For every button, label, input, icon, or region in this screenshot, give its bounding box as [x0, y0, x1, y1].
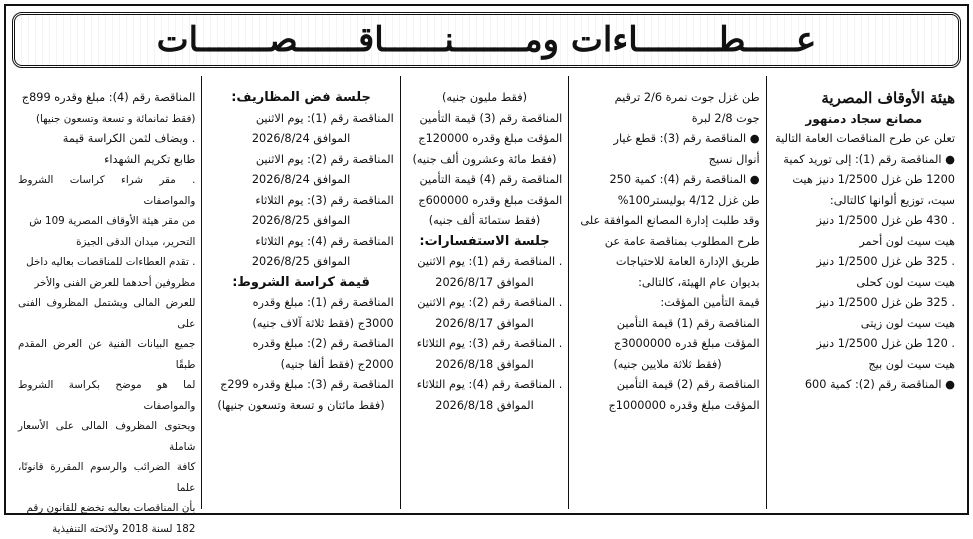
text-line: المناقصة رقم (1) قيمة التأمين: [575, 314, 759, 335]
section-heading: جلسة فض المظاريف:: [208, 88, 393, 109]
text-line: المناقصة رقم (2): يوم الاثنين: [208, 150, 393, 171]
text-line: سيت، توزيع ألوانها كالتالى:: [773, 191, 955, 212]
text-line: أنوال نسيج: [575, 150, 759, 171]
text-line: . 325 طن غزل 1/2500 دنيز: [773, 293, 955, 314]
text-line: 182 لسنة 2018 ولائحته التنفيذية: [18, 519, 195, 539]
text-line: التحرير، ميدان الدقى الجيزة: [18, 232, 195, 253]
text-line: تعلن عن طرح المناقصات العامة التالية: [773, 129, 955, 150]
text-line: . ويضاف لثمن الكراسة قيمة: [18, 129, 195, 150]
text-line: المناقصة رقم (4): مبلغ وقدره 899ج: [18, 88, 195, 109]
text-line: جوت 2/8 لبرة: [575, 109, 759, 130]
text-line: . المناقصة رقم (1): يوم الاثنين: [407, 252, 563, 273]
text-line: (فقط مائتان و تسعة وتسعون جنيها): [208, 396, 393, 417]
text-line: (فقط مائة وعشرون ألف جنيه): [407, 150, 563, 171]
text-line: (فقط ستمائة ألف جنيه): [407, 211, 563, 232]
text-line: قيمة التأمين المؤقت:: [575, 293, 759, 314]
text-line: المناقصة رقم (3): مبلغ وقدره 299ج: [208, 375, 393, 396]
text-line: بأن المناقصات بعاليه تخضع للقانون رقم: [18, 498, 195, 519]
text-line: . المناقصة رقم (2): يوم الاثنين: [407, 293, 563, 314]
text-line: الموافق 2026/8/25: [208, 252, 393, 273]
text-line: للعرض المالى ويشتمل المظروف الفنى على: [18, 293, 195, 334]
text-line: المناقصة رقم (1): مبلغ وقدره: [208, 293, 393, 314]
section-banner: [12, 12, 961, 68]
text-line: . مقر شراء كراسات الشروط والمواصفات: [18, 170, 195, 211]
text-line: المؤقت مبلغ وقدره 1000000ج: [575, 396, 759, 417]
column-4: [202, 76, 400, 509]
text-line: طرح المطلوب بمناقصة عامة عن: [575, 232, 759, 253]
text-line: هيت سيت لون بيج: [773, 355, 955, 376]
text-line: 3000ج (فقط ثلاثة آلاف جنيه): [208, 314, 393, 335]
text-line: جميع البيانات الفنية عن العرض المقدم طبقًا: [18, 334, 195, 375]
text-line: المناقصة رقم (2) قيمة التأمين: [575, 375, 759, 396]
text-line: المؤقت مبلغ قدره 3000000ج: [575, 334, 759, 355]
text-line: طابع تكريم الشهداء: [18, 150, 195, 171]
text-line: مظروفين أحدهما للعرض الفنى والأخر: [18, 273, 195, 294]
text-line: المناقصة رقم (2): مبلغ وقدره: [208, 334, 393, 355]
text-line: هيت سيت لون كحلى: [773, 273, 955, 294]
text-line: طريق الإدارة العامة للاحتياجات: [575, 252, 759, 273]
section-heading: جلسة الاستفسارات:: [407, 232, 563, 253]
text-line: وقد طلبت إدارة المصانع الموافقة على: [575, 211, 759, 232]
text-line: الموافق 2026/8/24: [208, 129, 393, 150]
text-line: هيت سيت لون أحمر: [773, 232, 955, 253]
text-line: المناقصة رقم (4): يوم الثلاثاء: [208, 232, 393, 253]
text-line: . المناقصة رقم (3): يوم الثلاثاء: [407, 334, 563, 355]
text-line: الموافق 2026/8/25: [208, 211, 393, 232]
organization-name: هيئة الأوقاف المصرية: [773, 88, 955, 109]
text-line: هيت سيت لون زيتى: [773, 314, 955, 335]
text-line: بديوان عام الهيئة، كالتالى:: [575, 273, 759, 294]
tenders-announcement-page: [4, 4, 969, 515]
text-line: المناقصة رقم (3): يوم الثلاثاء: [208, 191, 393, 212]
text-line: لما هو موضح بكراسة الشروط والمواصفات: [18, 375, 195, 416]
text-line: المؤقت مبلغ وقدره 120000ج: [407, 129, 563, 150]
text-line: الموافق 2026/8/24: [208, 170, 393, 191]
column-3: [401, 76, 570, 509]
text-line: الموافق 2026/8/18: [407, 355, 563, 376]
text-line: الموافق 2026/8/17: [407, 273, 563, 294]
text-line: من مقر هيئة الأوقاف المصرية 109 ش: [18, 211, 195, 232]
text-line: . تقدم العطاءات للمناقصات بعاليه داخل: [18, 252, 195, 273]
column-2: [569, 76, 766, 509]
text-line: كافة الضرائب والرسوم المقررة قانونًا، علما: [18, 457, 195, 498]
text-line: . المناقصة رقم (4): يوم الثلاثاء: [407, 375, 563, 396]
text-line: (فقط ثمانمائة و تسعة وتسعون جنيها): [18, 109, 195, 130]
banner-title: عـــــطــــــــاءات ومـــــــنــــــاقــــــصـــــــات: [157, 20, 817, 60]
text-line: ● المناقصة رقم (2): كمية 600: [773, 375, 955, 396]
text-line: 2000ج (فقط ألفا جنيه): [208, 355, 393, 376]
text-columns: [12, 76, 961, 509]
text-line: . 430 طن غزل 1/2500 دنيز: [773, 211, 955, 232]
text-line: المناقصة رقم (4) قيمة التأمين: [407, 170, 563, 191]
text-line: الموافق 2026/8/18: [407, 396, 563, 417]
text-line: ● المناقصة رقم (3): قطع غيار: [575, 129, 759, 150]
text-line: ● المناقصة رقم (4): كمية 250: [575, 170, 759, 191]
text-line: طن غزل جوت نمرة 2/6 ترقيم: [575, 88, 759, 109]
column-5: [12, 76, 202, 509]
text-line: ويحتوى المظروف المالى على الأسعار شاملة: [18, 416, 195, 457]
sub-organization-name: مصانع سجاد دمنهور: [773, 109, 955, 130]
text-line: . 120 طن غزل 1/2500 دنيز: [773, 334, 955, 355]
text-line: المناقصة رقم (1): يوم الاثنين: [208, 109, 393, 130]
text-line: (فقط مليون جنيه): [407, 88, 563, 109]
text-line: المناقصة رقم (3) قيمة التأمين: [407, 109, 563, 130]
text-line: (فقط ثلاثة ملايين جنيه): [575, 355, 759, 376]
section-heading: قيمة كراسة الشروط:: [208, 273, 393, 294]
text-line: ● المناقصة رقم (1): إلى توريد كمية: [773, 150, 955, 171]
text-line: الموافق 2026/8/17: [407, 314, 563, 335]
text-line: 1200 طن غزل 1/2500 دنيز هيت: [773, 170, 955, 191]
column-1: [767, 76, 961, 509]
text-line: طن غزل 4/12 بوليستر100%: [575, 191, 759, 212]
text-line: المؤقت مبلغ وقدره 600000ج: [407, 191, 563, 212]
text-line: . 325 طن غزل 1/2500 دنيز: [773, 252, 955, 273]
